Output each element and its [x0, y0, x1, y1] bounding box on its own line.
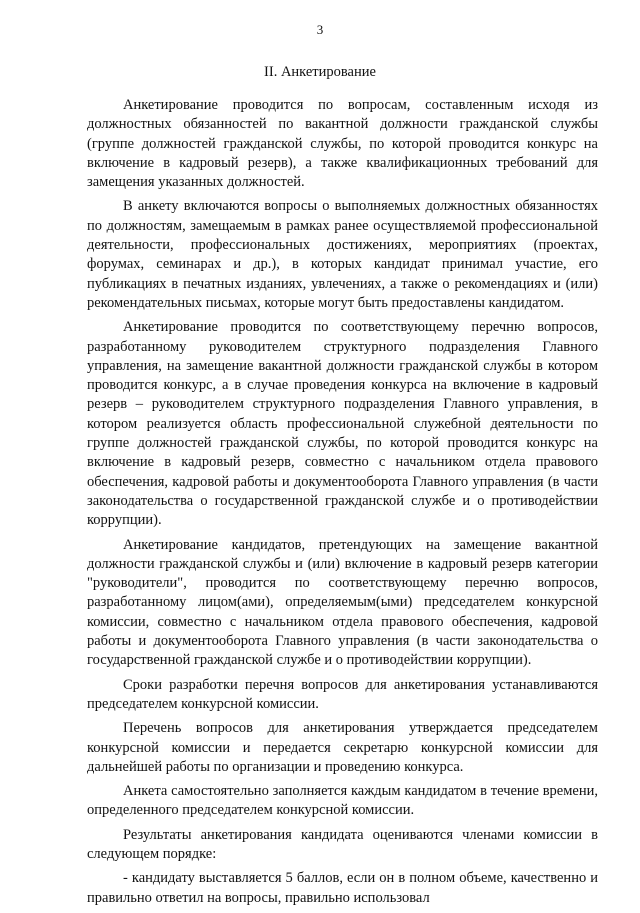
paragraph: Анкетирование кандидатов, претендующих на замещение вакантной должности гражданской службы и (или) включение в кадровый резерв категории "руководители", проводится по соответствующему перечню вопросов, разработанному лицом(ами), определяемым(ыми) председателем конкурсной комиссии, совместно с начальником отдела правового обеспечения, кадровой работы и документооборота Главного управления (в части законодательства о государственной гражданской службе и о противодействии коррупции).: [87, 536, 598, 669]
paragraph: Анкетирование проводится по вопросам, составленным исходя из должностных обязанностей по вакантной должности гражданской службы (группе должностей гражданской службы, по которой проводится конкурс на включение в кадровый резерв), а также квалификационных требований для замещения указанных должностей.: [87, 97, 598, 191]
paragraph: В анкету включаются вопросы о выполняемых должностных обязанностях по должностям, замещаемым в рамках ранее осуществляемой профессиональной деятельности, профессиональных достижениях, мероприятиях (проектах, форумах, семинарах и др.), в которых кандидат принимал участие, его публикациях в печатных изданиях, увлечениях, а также о рекомендациях и (или) рекомендательных письмах, которые могут быть предоставлены кандидатом.: [87, 198, 598, 311]
paragraph: Анкета самостоятельно заполняется каждым кандидатом в течение времени, определенного председателем конкурсной комиссии.: [87, 783, 598, 819]
paragraph: - кандидату выставляется 5 баллов, если он в полном объеме, качественно и правильно ответил на вопросы, правильно использовал: [87, 870, 598, 906]
paragraph: Анкетирование проводится по соответствующему перечню вопросов, разработанному руководителем структурного подразделения Главного управления, на замещение вакантной должности гражданской службы в котором проводится конкурс, а в случае проведения конкурса на включение в кадровый резерв – руководителем структурного подразделения Главного управления, в котором реализуется область профессиональной служебной деятельности по группе должностей гражданской службы, по которой проводится конкурс на включение в кадровый резерв, совместно с начальником отдела правового обеспечения, кадровой работы и документооборота Главного управления (в части законодательства о государственной гражданской службе и о противодействии коррупции).: [87, 319, 598, 529]
section-title: II. Анкетирование: [264, 64, 376, 80]
body-text: [87, 96, 598, 913]
paragraph: Сроки разработки перечня вопросов для анкетирования устанавливаются председателем конкурсной комиссии.: [87, 676, 598, 712]
page-number: 3: [316, 22, 324, 37]
paragraph: Результаты анкетирования кандидата оцениваются членами комиссии в следующем порядке:: [87, 826, 598, 862]
paragraph: Перечень вопросов для анкетирования утверждается председателем конкурсной комиссии и передается секретарю конкурсной комиссии для дальнейшей работы по организации и проведению конкурса.: [87, 720, 598, 775]
